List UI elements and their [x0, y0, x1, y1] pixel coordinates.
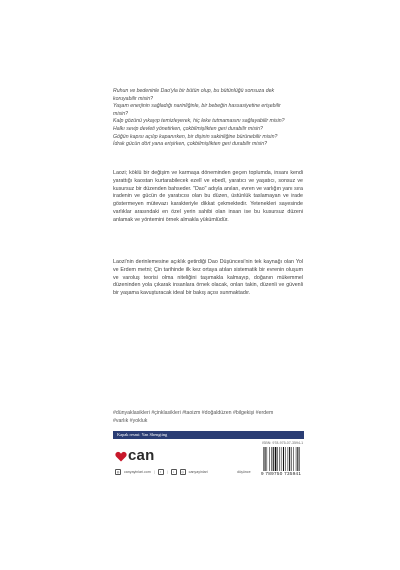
barcode-bar: [281, 447, 282, 471]
category-label: düşünce: [237, 470, 251, 474]
barcode-number: 9 789750 735941: [261, 471, 302, 476]
hashtags-line-2: #varlık #yokluk: [113, 417, 148, 424]
description-paragraph-1: Laozi; köklü bir değişim ve karmaşa döneminden geçen toplumda, insanı kendi yarattığı kaostan kurtarabilecek ezelî ve ebedî, yaratıcı ve yaşatıcı, sonsuz ve kusursuz bir düzenden bahseder. "Dao" adıyla anılan, evren ve varlığın yanı sıra iradenin ve gücün de yaratıcısı olan bu düzen, üstünlük taslamayan ve irade göstermeyen mütevazı karakteriyle dikkat çekmektedir. Yetenekleri sayesinde varlıklar arasındaki en özel yerin sahibi olan insan ise bu kusursuz düzeni anlamak ve yöntemini örnek almakla yükümlüdür.: [113, 170, 303, 223]
barcode-bar: [263, 447, 264, 471]
question-line: Ruhun ve bedeninle Dao'yla bir bütün olup, bu bütünlüğü sonsuza dek: [113, 88, 275, 94]
question-line: Yaşam enerjinin sağladığı narinliğinle, bir bebeğin hassasiyetine erişebilir: [113, 103, 281, 110]
contact-row: [115, 469, 275, 475]
hashtags-line-1: #dünyaklasikleri #çinklasikleri #taoizm #doğaldüzen #bilgekişi #erdem: [113, 410, 274, 416]
barcode-bar: [291, 447, 292, 471]
hashtags: [113, 410, 303, 425]
barcode-bar: [265, 447, 266, 471]
globe-icon: ◍: [116, 470, 120, 474]
barcode-bar: [296, 447, 297, 471]
question-line: İdrak gücün dört yana erişirken, çokbilmişlikten geri durabilir misin?: [113, 141, 267, 148]
barcode-bar: [293, 447, 294, 471]
barcode-bar: [269, 447, 270, 471]
question-line: Halkı sevip devleti yönetirken, çokbilmişlikten geri durabilir misin?: [113, 125, 263, 132]
barcode-icon: [262, 447, 304, 471]
barcode-bar: [267, 447, 268, 471]
cover-credit-band: [113, 431, 304, 439]
barcode-bar: [289, 447, 290, 471]
barcode-bar: [277, 447, 278, 471]
cover-credit-text: Kapak resmi: Yan Shengting: [117, 432, 168, 437]
divider: |: [166, 470, 168, 474]
question-line: Kalp gözünü yıkayıp temizleyerek, hiç leke tutmamasını sağlayabilir misin?: [113, 118, 285, 125]
publisher-logo: [115, 448, 159, 464]
social-handle[interactable]: canyayinlari: [188, 470, 208, 474]
question-line: koruyabilir misin?: [113, 95, 154, 102]
instagram-icon[interactable]: ◎: [181, 470, 184, 474]
barcode-bar: [279, 447, 280, 471]
barcode-bar: [283, 447, 284, 471]
barcode-bar: [299, 447, 300, 471]
opening-questions: [113, 88, 303, 149]
question-line: misin?: [113, 110, 128, 117]
logo-text: can: [128, 447, 155, 464]
barcode-bar: [275, 447, 277, 471]
facebook-icon[interactable]: f: [158, 469, 164, 475]
barcode-bar: [297, 447, 298, 471]
barcode-bar: [273, 447, 274, 471]
description-paragraph-2: Laozi'nin derinlemesine açıklık getirdiği Dao Düşüncesi'nin tek kaynağı olan Yol ve Erdem metni; Çin tarihinde ilk kez ortaya atılan sistematik bir evrenin oluşum ve varoluş teorisi olma niteliğini taşımakla kalmayıp, doğanın mükemmel düzeninden yola çıkarak insanlara örnek olacak, onları takin, düzenli ve güvenli bir yaşama kavuşturacak ideal bir bakış açısı sunmaktadır.: [113, 259, 303, 296]
question-line: Göğün kapısı açılıp kapanırken, bir dişinin sakinliğine bürünebilir misin?: [113, 133, 278, 140]
barcode-bar: [288, 447, 289, 471]
barcode-bar: [271, 447, 272, 471]
isbn-label: ISBN: 978-975-07-3594-1: [262, 441, 304, 445]
barcode-bar: [285, 447, 286, 471]
heart-logo-icon: [115, 451, 127, 462]
website-link[interactable]: canyayinlari.com: [124, 470, 151, 474]
twitter-icon[interactable]: t: [171, 469, 177, 475]
divider: |: [153, 470, 155, 474]
